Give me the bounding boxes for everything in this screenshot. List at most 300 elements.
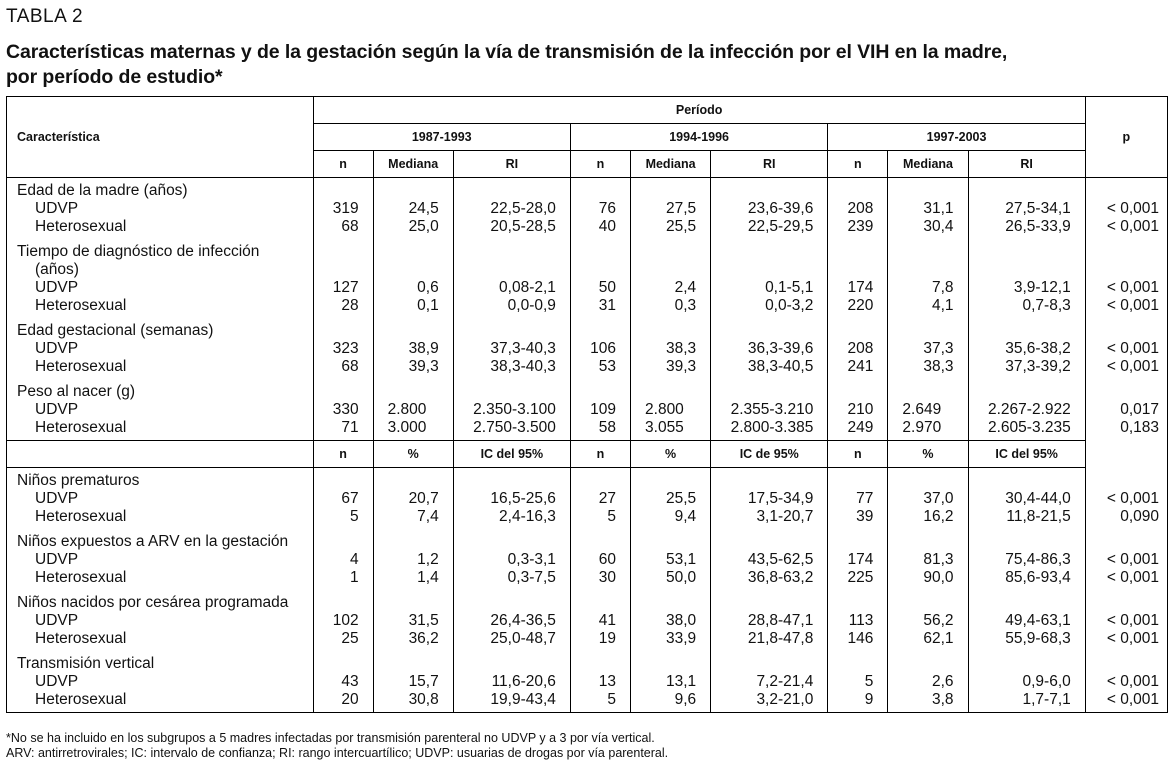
data-cell: [888, 178, 968, 240]
spacer: [374, 261, 439, 279]
spacer: [571, 243, 616, 261]
cell-value: 5: [607, 508, 617, 525]
cell-value: 2.800: [645, 401, 684, 418]
data-cell: [968, 529, 1085, 590]
spacer: [631, 655, 696, 673]
data-cell: [828, 651, 888, 713]
p-value-cell: [1085, 468, 1167, 530]
data-cell: [453, 178, 570, 240]
col-header-n: n: [828, 151, 888, 178]
data-cell: [828, 318, 888, 379]
cell-value: 40: [598, 218, 617, 235]
row-label: Heterosexual: [35, 358, 127, 375]
row-label: UDVP: [35, 551, 79, 568]
table-group: [7, 651, 1168, 713]
p-value: 0,017: [1120, 401, 1159, 418]
data-cell: [570, 178, 630, 240]
spacer: [828, 261, 873, 279]
cell-value: 30,8: [408, 691, 439, 708]
col-header-mediana: Mediana: [888, 151, 968, 178]
spacer: [571, 472, 616, 490]
cell-value: 2,4: [674, 279, 697, 296]
spacer: [314, 533, 359, 551]
spacer: [1086, 182, 1159, 200]
data-cell: [631, 590, 711, 651]
data-cell: [453, 529, 570, 590]
spacer: [631, 472, 696, 490]
group-label: Edad gestacional (semanas): [17, 322, 214, 339]
data-cell: [711, 178, 828, 240]
p-value: < 0,001: [1106, 200, 1159, 217]
data-cell: [711, 379, 828, 441]
spacer: [888, 533, 953, 551]
data-cell: [453, 239, 570, 318]
spacer: [454, 383, 556, 401]
cell-value: 37,3-40,3: [490, 340, 556, 357]
spacer: [374, 594, 439, 612]
cell-value: 27,5: [665, 200, 697, 217]
data-cell: [711, 651, 828, 713]
spacer: [888, 655, 953, 673]
spacer: [631, 261, 696, 279]
spacer: [888, 472, 953, 490]
data-cell: [968, 178, 1085, 240]
row-label-cell: [7, 379, 314, 441]
title-line-1: Características maternas y de la gestación según la vía de transmisión de la infección por el VIH en la madre,: [6, 41, 1008, 63]
cell-value: 1,2: [417, 551, 439, 568]
data-cell: [570, 590, 630, 651]
cell-value: 22,5-29,5: [747, 218, 814, 235]
cell-value: 0,1: [417, 297, 439, 314]
cell-value: 7,8: [931, 279, 954, 296]
spacer: [969, 533, 1071, 551]
spacer: [374, 322, 439, 340]
spacer: [1086, 261, 1159, 279]
spacer: [828, 243, 873, 261]
row-label-cell: [7, 318, 314, 379]
cell-value: 17,5-34,9: [747, 490, 814, 507]
row-label: Heterosexual: [35, 218, 127, 235]
table-label: TABLA 2: [6, 6, 84, 27]
cell-value: 27: [598, 490, 617, 507]
cell-value: 9: [864, 691, 874, 708]
p-value: 0,183: [1120, 419, 1159, 436]
cell-value: 9,4: [674, 508, 697, 525]
spacer: [1086, 594, 1159, 612]
spacer: [711, 655, 813, 673]
group-label: Niños nacidos por cesárea programada: [17, 594, 289, 611]
cell-value: 2.350-3.100: [473, 401, 556, 418]
row-label-cell: [7, 529, 314, 590]
cell-value: 28: [341, 297, 359, 314]
title-line-2: por período de estudio*: [6, 66, 223, 88]
p-value: < 0,001: [1106, 297, 1159, 314]
spacer: [374, 655, 439, 673]
cell-value: 11,6-20,6: [491, 673, 556, 690]
data-cell: [453, 651, 570, 713]
cell-value: 2,4-16,3: [499, 508, 556, 525]
spacer: [711, 383, 813, 401]
cell-value: 26,4-36,5: [490, 612, 556, 629]
cell-value: 13,1: [665, 673, 697, 690]
p-value: < 0,001: [1106, 612, 1159, 629]
cell-value: 3.055: [645, 419, 684, 436]
data-cell: [631, 318, 711, 379]
cell-value: 81,3: [923, 551, 954, 568]
spacer: [314, 472, 359, 490]
cell-value: 77: [856, 490, 874, 507]
group-label: Edad de la madre (años): [17, 182, 188, 199]
cell-value: 39,3: [408, 358, 439, 375]
cell-value: 15,7: [408, 673, 439, 690]
data-cell: [888, 529, 968, 590]
cell-value: 3,8: [931, 691, 954, 708]
cell-value: 68: [341, 218, 359, 235]
data-cell: [373, 318, 453, 379]
cell-value: 53,1: [665, 551, 697, 568]
data-cell: [711, 590, 828, 651]
spacer: [314, 261, 359, 279]
spacer: [711, 182, 813, 200]
cell-value: 2.649: [902, 401, 942, 418]
header-period-1: 1987-1993: [313, 124, 570, 151]
cell-value: 68: [341, 358, 359, 375]
cell-value: 30,4-44,0: [1005, 490, 1071, 507]
spacer: [969, 655, 1071, 673]
data-cell: [828, 379, 888, 441]
header-period-3: 1997-2003: [828, 124, 1085, 151]
col-header-n: n: [313, 441, 373, 468]
cell-value: 26,5-33,9: [1005, 218, 1071, 235]
data-cell: [631, 468, 711, 530]
data-cell: [888, 590, 968, 651]
data-cell: [313, 318, 373, 379]
cell-value: 85,6-93,4: [1005, 569, 1071, 586]
row-label: Heterosexual: [35, 297, 127, 314]
data-cell: [968, 590, 1085, 651]
cell-value: 0,7-8,3: [1022, 297, 1071, 314]
col-header-pct: %: [888, 441, 968, 468]
col-header-ic: IC de 95%: [711, 441, 828, 468]
cell-value: 106: [590, 340, 617, 357]
cell-value: 75,4-86,3: [1005, 551, 1071, 568]
data-cell: [373, 379, 453, 441]
data-cell: [968, 651, 1085, 713]
col-header-ic: IC del 95%: [968, 441, 1085, 468]
cell-value: 11,8-21,5: [1006, 508, 1071, 525]
col-header-pct: %: [631, 441, 711, 468]
cell-value: 220: [847, 297, 874, 314]
data-cell: [631, 239, 711, 318]
spacer: [711, 472, 813, 490]
cell-value: 21,8-47,8: [747, 630, 814, 647]
footnotes: [6, 731, 668, 761]
group-label: Niños prematuros: [17, 472, 140, 489]
cell-value: 38,3: [923, 358, 954, 375]
data-cell: [313, 379, 373, 441]
spacer: [314, 655, 359, 673]
cell-value: 20,7: [408, 490, 439, 507]
data-cell: [313, 529, 373, 590]
spacer: [314, 594, 359, 612]
spacer: [571, 322, 616, 340]
cell-value: 13: [598, 673, 617, 690]
data-cell: [313, 178, 373, 240]
cell-value: 39,3: [665, 358, 697, 375]
p-value: < 0,001: [1106, 358, 1159, 375]
spacer: [711, 243, 813, 261]
cell-value: 31,1: [923, 200, 954, 217]
cell-value: 0,0-0,9: [507, 297, 556, 314]
cell-value: 239: [847, 218, 874, 235]
cell-value: 7,4: [417, 508, 439, 525]
cell-value: 0,3-3,1: [507, 551, 556, 568]
row-label: Heterosexual: [35, 691, 127, 708]
spacer: [388, 383, 453, 401]
cell-value: 27,5-34,1: [1005, 200, 1071, 217]
footnote-1: *No se ha incluido en los subgrupos a 5 madres infectadas por transmisión parenteral no UDVP y a 3 por vía vertical.: [6, 731, 655, 745]
spacer: [631, 243, 696, 261]
data-cell: [711, 529, 828, 590]
p-value: < 0,001: [1106, 489, 1159, 507]
footnote-2: ARV: antirretrovirales; IC: intervalo de confianza; RI: rango intercuartílico; UDVP: usuarias de drogas por vía parenteral.: [6, 746, 669, 760]
cell-value: 5: [349, 508, 359, 525]
cell-value: 31: [598, 297, 617, 314]
cell-value: 56,2: [923, 612, 954, 629]
row-label: Heterosexual: [35, 569, 127, 586]
spacer: [454, 594, 556, 612]
group-label: Niños expuestos a ARV en la gestación: [17, 533, 289, 550]
data-cell: [711, 468, 828, 530]
spacer: [631, 182, 696, 200]
spacer: [888, 261, 953, 279]
cell-value: 0,6: [417, 279, 439, 296]
data-cell: [828, 178, 888, 240]
cell-value: 0,3: [674, 297, 697, 314]
spacer: [828, 383, 873, 401]
cell-value: 2.970: [902, 419, 942, 436]
cell-value: 76: [598, 200, 617, 217]
data-cell: [631, 379, 711, 441]
spacer: [711, 594, 813, 612]
p-value: 0,090: [1120, 507, 1159, 525]
cell-value: 109: [590, 401, 617, 418]
cell-value: 36,8-63,2: [747, 569, 814, 586]
cell-value: 37,0: [923, 490, 954, 507]
spacer: [374, 533, 439, 551]
spacer: [454, 182, 556, 200]
mid-header-p-blank: [1085, 441, 1167, 468]
col-header-mediana: Mediana: [631, 151, 711, 178]
spacer: [374, 472, 439, 490]
spacer: [314, 182, 359, 200]
cell-value: 0,08-2,1: [499, 279, 556, 296]
col-header-ri: RI: [968, 151, 1085, 178]
row-label: Heterosexual: [35, 419, 127, 436]
spacer: [571, 594, 616, 612]
cell-value: 2.750-3.500: [473, 419, 556, 436]
spacer: [711, 533, 813, 551]
mid-header-blank: [7, 441, 314, 468]
spacer: [571, 383, 616, 401]
spacer: [888, 243, 953, 261]
cell-value: 25,5: [665, 490, 697, 507]
cell-value: 4: [349, 551, 359, 568]
cell-value: 0,0-3,2: [765, 297, 814, 314]
cell-value: 25,0-48,7: [490, 630, 556, 647]
spacer: [314, 383, 359, 401]
spacer: [969, 243, 1071, 261]
row-label: UDVP: [35, 612, 79, 629]
cell-value: 30: [598, 569, 617, 586]
cell-value: 319: [332, 200, 359, 217]
cell-value: 146: [847, 630, 874, 647]
spacer: [631, 533, 696, 551]
data-cell: [631, 178, 711, 240]
data-cell: [888, 239, 968, 318]
cell-value: 38,3-40,5: [747, 358, 814, 375]
spacer: [828, 322, 873, 340]
data-cell: [888, 318, 968, 379]
cell-value: 20: [341, 691, 359, 708]
spacer: [571, 182, 616, 200]
data-cell: [313, 468, 373, 530]
cell-value: 39: [856, 508, 874, 525]
spacer: [1086, 655, 1159, 673]
p-value: < 0,001: [1106, 630, 1159, 647]
p-value-cell: [1085, 590, 1167, 651]
cell-value: 90,0: [923, 569, 954, 586]
spacer: [454, 243, 556, 261]
cell-value: 0,3-7,5: [507, 569, 556, 586]
cell-value: 3,1-20,7: [756, 508, 814, 525]
cell-value: 0,1-5,1: [765, 279, 814, 296]
p-value: < 0,001: [1106, 340, 1159, 357]
header-p: p: [1085, 97, 1167, 178]
cell-value: 210: [847, 401, 874, 418]
table-group: [7, 590, 1168, 651]
p-value-cell: [1085, 239, 1167, 318]
cell-value: 38,9: [408, 340, 439, 357]
spacer: [828, 472, 873, 490]
cell-value: 30,4: [923, 218, 954, 235]
cell-value: 7,2-21,4: [756, 673, 814, 690]
cell-value: 102: [332, 612, 359, 629]
spacer: [1086, 472, 1159, 490]
data-cell: [711, 239, 828, 318]
spacer: [454, 655, 556, 673]
spacer: [969, 182, 1071, 200]
data-cell: [570, 468, 630, 530]
cell-value: 9,6: [674, 691, 697, 708]
p-value: < 0,001: [1106, 551, 1159, 568]
cell-value: 43: [341, 673, 359, 690]
cell-value: 208: [847, 200, 874, 217]
data-cell: [888, 651, 968, 713]
p-value: < 0,001: [1106, 218, 1159, 235]
data-cell: [888, 468, 968, 530]
data-cell: [453, 379, 570, 441]
table-group: [7, 468, 1168, 530]
spacer: [454, 533, 556, 551]
row-label: Heterosexual: [35, 508, 127, 525]
spacer: [969, 383, 1071, 401]
spacer: [1086, 322, 1159, 340]
cell-value: 67: [341, 490, 359, 507]
row-label-cell: [7, 178, 314, 240]
cell-value: 3,9-12,1: [1013, 279, 1071, 296]
data-cell: [828, 239, 888, 318]
cell-value: 323: [332, 340, 359, 357]
cell-value: 113: [848, 612, 874, 629]
col-header-ri: RI: [453, 151, 570, 178]
cell-value: 50,0: [665, 569, 697, 586]
header-characteristic: Característica: [7, 97, 314, 178]
spacer: [571, 533, 616, 551]
spacer: [1086, 243, 1159, 261]
col-header-ri: RI: [711, 151, 828, 178]
p-value-cell: [1085, 651, 1167, 713]
data-cell: [313, 590, 373, 651]
row-label: UDVP: [35, 401, 79, 418]
cell-value: 174: [847, 279, 874, 296]
data-cell: [570, 239, 630, 318]
group-label: Peso al nacer (g): [17, 383, 136, 400]
data-cell: [570, 529, 630, 590]
row-label-cell: [7, 651, 314, 713]
row-label: UDVP: [35, 490, 79, 507]
data-cell: [828, 468, 888, 530]
cell-value: 3,2-21,0: [756, 691, 814, 708]
spacer: [454, 472, 556, 490]
data-cell: [373, 529, 453, 590]
data-cell: [373, 239, 453, 318]
cell-value: 225: [847, 569, 874, 586]
col-header-pct: %: [373, 441, 453, 468]
data-cell: [631, 529, 711, 590]
data-cell: [968, 239, 1085, 318]
data-cell: [711, 318, 828, 379]
cell-value: 62,1: [923, 630, 954, 647]
cell-value: 60: [598, 551, 617, 568]
data-cell: [373, 178, 453, 240]
cell-value: 5: [607, 691, 617, 708]
group-label: (años): [35, 261, 79, 278]
data-cell: [888, 379, 968, 441]
cell-value: 71: [341, 419, 359, 436]
spacer: [711, 322, 813, 340]
data-cell: [968, 379, 1085, 441]
data-cell: [968, 468, 1085, 530]
table-group: [7, 318, 1168, 379]
header-period-2: 1994-1996: [570, 124, 827, 151]
spacer: [571, 655, 616, 673]
cell-value: 2.800: [387, 401, 427, 418]
cell-value: 49,4-63,1: [1005, 612, 1071, 629]
spacer: [631, 594, 696, 612]
p-value: < 0,001: [1106, 569, 1159, 586]
p-value-cell: [1085, 379, 1167, 441]
spacer: [828, 533, 873, 551]
data-cell: [570, 379, 630, 441]
cell-value: 0,9-6,0: [1022, 673, 1071, 690]
spacer: [888, 594, 953, 612]
row-label-cell: [7, 239, 314, 318]
cell-value: 249: [847, 419, 874, 436]
spacer: [902, 383, 967, 401]
spacer: [828, 182, 873, 200]
cell-value: 16,2: [923, 508, 954, 525]
